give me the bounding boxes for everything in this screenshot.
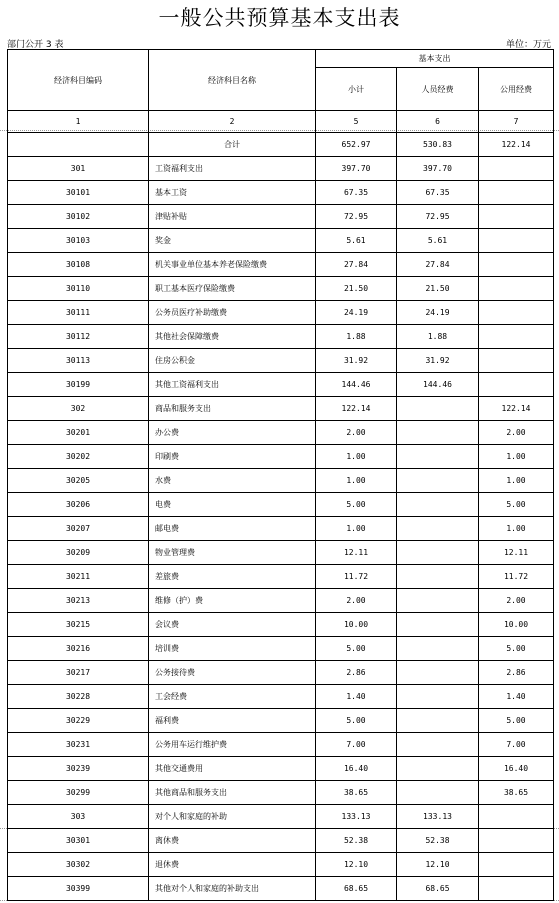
table-row bbox=[8, 373, 554, 397]
row-public: 11.72 bbox=[479, 565, 554, 589]
row-personnel: 12.10 bbox=[397, 853, 479, 877]
row-name: 商品和服务支出 bbox=[149, 397, 316, 421]
row-public: 1.00 bbox=[479, 469, 554, 493]
row-personnel bbox=[397, 469, 479, 493]
row-subtotal: 2.86 bbox=[316, 661, 397, 685]
row-name: 对个人和家庭的补助 bbox=[149, 805, 316, 829]
row-code: 30101 bbox=[8, 181, 149, 205]
row-personnel: 133.13 bbox=[397, 805, 479, 829]
row-code: 30299 bbox=[8, 781, 149, 805]
row-code: 30302 bbox=[8, 853, 149, 877]
row-subtotal: 133.13 bbox=[316, 805, 397, 829]
row-personnel bbox=[397, 757, 479, 781]
row-subtotal: 5.00 bbox=[316, 493, 397, 517]
row-subtotal: 7.00 bbox=[316, 733, 397, 757]
row-code: 30113 bbox=[8, 349, 149, 373]
table-row bbox=[8, 349, 554, 373]
row-public bbox=[479, 181, 554, 205]
row-code: 30399 bbox=[8, 877, 149, 901]
total-personnel: 530.83 bbox=[397, 133, 479, 157]
row-name: 工会经费 bbox=[149, 685, 316, 709]
table-row bbox=[8, 781, 554, 805]
row-personnel bbox=[397, 589, 479, 613]
row-personnel: 52.38 bbox=[397, 829, 479, 853]
form-number: 部门公开 3 表 bbox=[7, 40, 64, 50]
row-code: 30228 bbox=[8, 685, 149, 709]
row-subtotal: 68.65 bbox=[316, 877, 397, 901]
table-row bbox=[8, 277, 554, 301]
header-code: 经济科目编码 bbox=[8, 50, 149, 111]
table-row bbox=[8, 181, 554, 205]
row-personnel: 397.70 bbox=[397, 157, 479, 181]
row-name: 邮电费 bbox=[149, 517, 316, 541]
row-subtotal: 1.00 bbox=[316, 445, 397, 469]
total-row bbox=[8, 133, 554, 157]
row-personnel bbox=[397, 397, 479, 421]
row-personnel: 31.92 bbox=[397, 349, 479, 373]
row-subtotal: 1.00 bbox=[316, 517, 397, 541]
table-row bbox=[8, 493, 554, 517]
row-personnel: 67.35 bbox=[397, 181, 479, 205]
row-subtotal: 144.46 bbox=[316, 373, 397, 397]
row-name: 福利费 bbox=[149, 709, 316, 733]
row-personnel bbox=[397, 445, 479, 469]
row-public bbox=[479, 877, 554, 901]
row-subtotal: 67.35 bbox=[316, 181, 397, 205]
page-title: 一般公共预算基本支出表 bbox=[158, 6, 401, 30]
row-public: 2.00 bbox=[479, 421, 554, 445]
table-row bbox=[8, 565, 554, 589]
row-personnel bbox=[397, 541, 479, 565]
row-name: 办公费 bbox=[149, 421, 316, 445]
row-personnel bbox=[397, 685, 479, 709]
row-subtotal: 12.10 bbox=[316, 853, 397, 877]
row-public: 38.65 bbox=[479, 781, 554, 805]
row-code: 30301 bbox=[8, 829, 149, 853]
row-personnel bbox=[397, 661, 479, 685]
table-row bbox=[8, 541, 554, 565]
row-code: 30102 bbox=[8, 205, 149, 229]
row-subtotal: 5.00 bbox=[316, 709, 397, 733]
row-public: 2.86 bbox=[479, 661, 554, 685]
row-personnel: 68.65 bbox=[397, 877, 479, 901]
total-label: 合计 bbox=[149, 133, 316, 157]
row-name: 离休费 bbox=[149, 829, 316, 853]
row-name: 印刷费 bbox=[149, 445, 316, 469]
table-row bbox=[8, 301, 554, 325]
row-subtotal: 38.65 bbox=[316, 781, 397, 805]
row-subtotal: 24.19 bbox=[316, 301, 397, 325]
row-subtotal: 5.00 bbox=[316, 637, 397, 661]
row-code: 301 bbox=[8, 157, 149, 181]
row-name: 其他工资福利支出 bbox=[149, 373, 316, 397]
table-row bbox=[8, 757, 554, 781]
row-code: 30103 bbox=[8, 229, 149, 253]
row-code: 30199 bbox=[8, 373, 149, 397]
row-personnel bbox=[397, 781, 479, 805]
row-code: 30239 bbox=[8, 757, 149, 781]
budget-table bbox=[7, 49, 554, 901]
table-row bbox=[8, 445, 554, 469]
row-personnel bbox=[397, 421, 479, 445]
row-public bbox=[479, 373, 554, 397]
row-public bbox=[479, 829, 554, 853]
row-code: 30110 bbox=[8, 277, 149, 301]
row-public: 2.00 bbox=[479, 589, 554, 613]
row-name: 住房公积金 bbox=[149, 349, 316, 373]
table-row bbox=[8, 661, 554, 685]
row-name: 其他对个人和家庭的补助支出 bbox=[149, 877, 316, 901]
table-row bbox=[8, 157, 554, 181]
row-name: 公务用车运行维护费 bbox=[149, 733, 316, 757]
table-row bbox=[8, 877, 554, 901]
header-basic-expenditure: 基本支出 bbox=[316, 50, 554, 68]
row-subtotal: 2.00 bbox=[316, 589, 397, 613]
row-name: 物业管理费 bbox=[149, 541, 316, 565]
row-public bbox=[479, 349, 554, 373]
row-subtotal: 1.00 bbox=[316, 469, 397, 493]
row-personnel bbox=[397, 733, 479, 757]
row-public: 10.00 bbox=[479, 613, 554, 637]
row-public: 16.40 bbox=[479, 757, 554, 781]
row-subtotal: 122.14 bbox=[316, 397, 397, 421]
column-number: 6 bbox=[397, 111, 479, 133]
row-code: 30215 bbox=[8, 613, 149, 637]
header-name: 经济科目名称 bbox=[149, 50, 316, 111]
row-subtotal: 52.38 bbox=[316, 829, 397, 853]
row-name: 其他交通费用 bbox=[149, 757, 316, 781]
unit-label: 单位：万元 bbox=[505, 40, 551, 50]
row-code: 30229 bbox=[8, 709, 149, 733]
header-public: 公用经费 bbox=[479, 68, 554, 111]
table-row bbox=[8, 229, 554, 253]
row-name: 维修（护）费 bbox=[149, 589, 316, 613]
row-code: 30112 bbox=[8, 325, 149, 349]
row-code: 30216 bbox=[8, 637, 149, 661]
row-personnel bbox=[397, 493, 479, 517]
row-code: 30205 bbox=[8, 469, 149, 493]
row-subtotal: 16.40 bbox=[316, 757, 397, 781]
table-row bbox=[8, 637, 554, 661]
table-row bbox=[8, 733, 554, 757]
row-public bbox=[479, 157, 554, 181]
row-name: 工资福利支出 bbox=[149, 157, 316, 181]
total-subtotal: 652.97 bbox=[316, 133, 397, 157]
row-code: 30201 bbox=[8, 421, 149, 445]
row-personnel bbox=[397, 613, 479, 637]
row-name: 职工基本医疗保险缴费 bbox=[149, 277, 316, 301]
row-personnel: 144.46 bbox=[397, 373, 479, 397]
row-personnel: 21.50 bbox=[397, 277, 479, 301]
row-subtotal: 21.50 bbox=[316, 277, 397, 301]
row-subtotal: 10.00 bbox=[316, 613, 397, 637]
row-name: 公务接待费 bbox=[149, 661, 316, 685]
row-personnel: 27.84 bbox=[397, 253, 479, 277]
column-number: 1 bbox=[8, 111, 149, 133]
table-row bbox=[8, 805, 554, 829]
table-row bbox=[8, 253, 554, 277]
row-code: 303 bbox=[8, 805, 149, 829]
row-public bbox=[479, 205, 554, 229]
table-row bbox=[8, 613, 554, 637]
row-name: 退休费 bbox=[149, 853, 316, 877]
table-row bbox=[8, 397, 554, 421]
row-personnel bbox=[397, 637, 479, 661]
row-personnel: 5.61 bbox=[397, 229, 479, 253]
row-code: 30108 bbox=[8, 253, 149, 277]
row-personnel bbox=[397, 709, 479, 733]
row-subtotal: 11.72 bbox=[316, 565, 397, 589]
row-code: 30206 bbox=[8, 493, 149, 517]
row-public: 12.11 bbox=[479, 541, 554, 565]
row-name: 培训费 bbox=[149, 637, 316, 661]
row-public bbox=[479, 229, 554, 253]
row-code: 30209 bbox=[8, 541, 149, 565]
row-name: 会议费 bbox=[149, 613, 316, 637]
row-code: 30213 bbox=[8, 589, 149, 613]
table-row bbox=[8, 853, 554, 877]
row-name: 公务员医疗补助缴费 bbox=[149, 301, 316, 325]
column-number: 7 bbox=[479, 111, 554, 133]
row-personnel: 1.88 bbox=[397, 325, 479, 349]
row-public: 5.00 bbox=[479, 637, 554, 661]
row-public: 7.00 bbox=[479, 733, 554, 757]
row-public bbox=[479, 253, 554, 277]
column-number: 2 bbox=[149, 111, 316, 133]
table-row bbox=[8, 685, 554, 709]
row-subtotal: 12.11 bbox=[316, 541, 397, 565]
row-personnel: 24.19 bbox=[397, 301, 479, 325]
table-row bbox=[8, 709, 554, 733]
table-row bbox=[8, 589, 554, 613]
row-code: 302 bbox=[8, 397, 149, 421]
row-name: 机关事业单位基本养老保险缴费 bbox=[149, 253, 316, 277]
header-personnel: 人员经费 bbox=[397, 68, 479, 111]
row-code: 30202 bbox=[8, 445, 149, 469]
table-row bbox=[8, 421, 554, 445]
row-public bbox=[479, 325, 554, 349]
total-code-cell bbox=[8, 133, 149, 157]
table-row bbox=[8, 517, 554, 541]
table-row bbox=[8, 829, 554, 853]
row-public bbox=[479, 853, 554, 877]
row-public: 5.00 bbox=[479, 709, 554, 733]
row-public bbox=[479, 301, 554, 325]
row-name: 奖金 bbox=[149, 229, 316, 253]
row-name: 其他商品和服务支出 bbox=[149, 781, 316, 805]
row-public: 1.00 bbox=[479, 445, 554, 469]
row-public: 1.40 bbox=[479, 685, 554, 709]
table-row bbox=[8, 325, 554, 349]
row-code: 30211 bbox=[8, 565, 149, 589]
row-personnel bbox=[397, 565, 479, 589]
row-code: 30111 bbox=[8, 301, 149, 325]
row-name: 差旅费 bbox=[149, 565, 316, 589]
row-public: 5.00 bbox=[479, 493, 554, 517]
row-public: 122.14 bbox=[479, 397, 554, 421]
row-subtotal: 2.00 bbox=[316, 421, 397, 445]
row-subtotal: 31.92 bbox=[316, 349, 397, 373]
table-row bbox=[8, 205, 554, 229]
row-name: 津贴补贴 bbox=[149, 205, 316, 229]
row-public: 1.00 bbox=[479, 517, 554, 541]
row-name: 其他社会保障缴费 bbox=[149, 325, 316, 349]
row-name: 电费 bbox=[149, 493, 316, 517]
row-code: 30217 bbox=[8, 661, 149, 685]
row-public bbox=[479, 805, 554, 829]
row-subtotal: 1.40 bbox=[316, 685, 397, 709]
row-subtotal: 1.88 bbox=[316, 325, 397, 349]
row-subtotal: 5.61 bbox=[316, 229, 397, 253]
row-name: 水费 bbox=[149, 469, 316, 493]
row-subtotal: 397.70 bbox=[316, 157, 397, 181]
row-public bbox=[479, 277, 554, 301]
row-name: 基本工资 bbox=[149, 181, 316, 205]
row-personnel bbox=[397, 517, 479, 541]
total-public: 122.14 bbox=[479, 133, 554, 157]
row-code: 30231 bbox=[8, 733, 149, 757]
row-personnel: 72.95 bbox=[397, 205, 479, 229]
table-row bbox=[8, 469, 554, 493]
row-subtotal: 72.95 bbox=[316, 205, 397, 229]
column-number: 5 bbox=[316, 111, 397, 133]
row-subtotal: 27.84 bbox=[316, 253, 397, 277]
row-code: 30207 bbox=[8, 517, 149, 541]
header-subtotal: 小计 bbox=[316, 68, 397, 111]
